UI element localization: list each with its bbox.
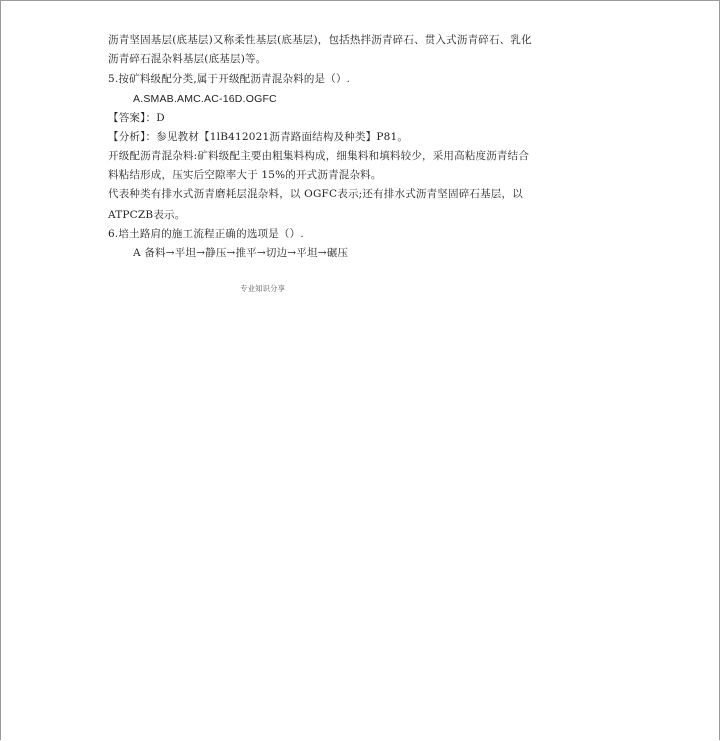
question-6: 6.培土路肩的施工流程正确的选项是（）.	[108, 228, 304, 240]
answer-line: 【答案】：D	[108, 112, 165, 124]
question-5-options: A.SMAB.AMC.AC-16D.OGFC	[133, 93, 277, 105]
analysis-text-2: 料粘结形成，压实后空隙率大于 15%的开式沥青混杂料。	[108, 169, 382, 181]
analysis-text-1: 开级配沥青混杂料:矿料级配主要由粗集料构成，细集料和填料较少，采用高粘度沥青结合	[108, 150, 530, 162]
text-line-base-layer-1: 沥青坚固基层(底基层)又称柔性基层(底基层)，包括热拌沥青碎石、贯入式沥青碎石、乳化	[108, 34, 532, 46]
analysis-line: 【分析】：参见教材【1lB412021沥青路面结构及种类】P81。	[108, 131, 409, 143]
text-line-base-layer-2: 沥青碎石混杂料基层(底基层)等。	[108, 53, 267, 65]
footer-caption: 专业知识分享	[240, 284, 285, 293]
question-5: 5.按矿料级配分类,属于开级配沥青混杂料的是（）.	[108, 73, 351, 85]
analysis-text-3: 代表种类有排水式沥青磨耗层混杂料，以 OGFC表示;还有排水式沥青坚固碎石基层，以	[108, 188, 523, 200]
question-6-option-a: A 备料→平坦→静压→推平→切边→平坦→碾压	[133, 247, 349, 259]
analysis-text-4: ATPCZB表示。	[108, 209, 186, 221]
